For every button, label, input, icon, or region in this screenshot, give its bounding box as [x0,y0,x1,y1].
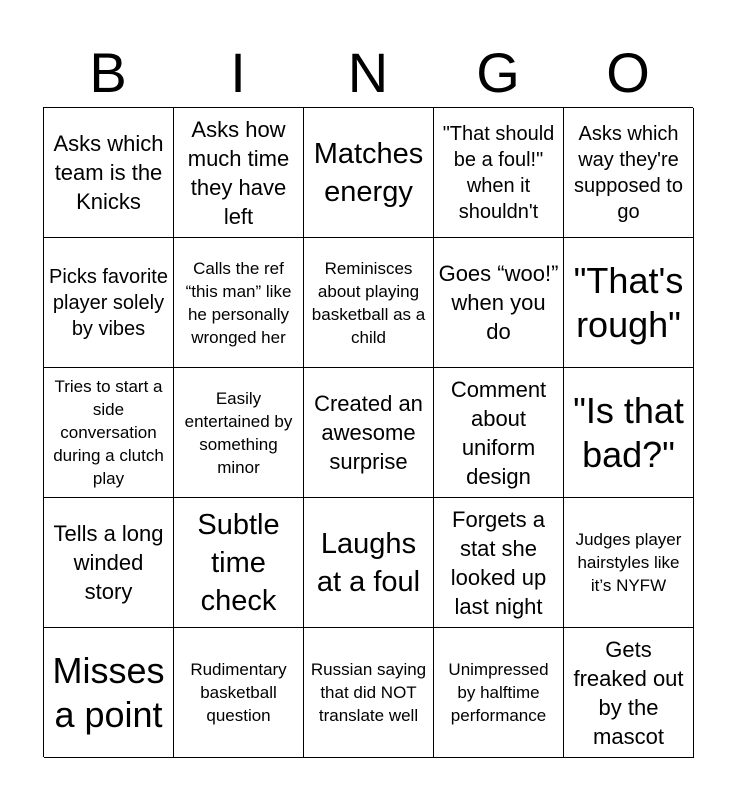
bingo-cell[interactable] [564,238,694,368]
bingo-cell[interactable] [304,368,434,498]
bingo-cell[interactable] [44,108,174,238]
bingo-cell[interactable] [304,108,434,238]
header-letter-g: G [476,41,520,104]
cell-text: Asks which way they're supposed to go [574,122,683,223]
cell-text: Misses a point [52,649,165,735]
bingo-cell[interactable] [434,498,564,628]
cell-text: Calls the ref “this man” like he personally wronged her [185,258,292,347]
bingo-cell[interactable] [564,498,694,628]
header-letter-n: N [347,41,389,104]
bingo-cell[interactable] [434,368,564,498]
bingo-header [43,40,693,106]
header-letter-i: I [230,41,246,104]
bingo-cell[interactable] [174,108,304,238]
bingo-board [43,107,693,757]
cell-text: Russian saying that did NOT translate well [310,660,427,725]
cell-text: "That should be a foul!" when it shouldn't [442,122,555,223]
bingo-cell[interactable] [434,238,564,368]
cell-text: Judges player hairstyles like it’s NYFW [575,530,682,595]
cell-text: Tells a long winded story [53,521,164,604]
cell-text: Easily entertained by something minor [184,388,293,477]
cell-text: Laughs at a foul [316,527,421,598]
bingo-cell[interactable] [174,628,304,758]
bingo-cell[interactable] [304,238,434,368]
bingo-cell[interactable] [174,368,304,498]
bingo-cell[interactable] [564,108,694,238]
cell-text: Forgets a stat she looked up last night [450,506,547,619]
cell-text: "That's rough" [573,259,684,345]
bingo-cell[interactable] [564,628,694,758]
bingo-cell[interactable] [44,628,174,758]
cell-text: Comment about uniform design [450,376,547,489]
bingo-cell[interactable] [434,628,564,758]
cell-text: Goes “woo!” when you do [438,261,559,344]
cell-text: Gets freaked out by the mascot [573,636,684,749]
bingo-cell[interactable] [174,238,304,368]
cell-text: Asks which team is the Knicks [53,131,164,214]
cell-text: Picks favorite player solely by vibes [49,265,168,340]
cell-text: Created an awesome surprise [314,391,423,474]
cell-text: Matches energy [313,137,424,208]
header-letter-b: B [89,41,127,104]
bingo-cell[interactable] [304,498,434,628]
bingo-cell[interactable] [304,628,434,758]
cell-text: Tries to start a side conversation during a clutch play [53,377,164,488]
cell-text: Unimpressed by halftime performance [448,660,549,725]
bingo-cell[interactable] [434,108,564,238]
bingo-cell[interactable] [564,368,694,498]
cell-text: Rudimentary basketball question [190,660,287,725]
cell-text: Reminisces about playing basketball as a child [311,258,426,347]
cell-text: "Is that bad?" [573,389,684,475]
bingo-cell[interactable] [44,368,174,498]
header-letter-o: O [606,41,650,104]
bingo-cell[interactable] [174,498,304,628]
cell-text: Subtle time check [197,508,280,617]
cell-text: Asks how much time they have left [187,116,290,229]
bingo-cell[interactable] [44,238,174,368]
bingo-cell[interactable] [44,498,174,628]
